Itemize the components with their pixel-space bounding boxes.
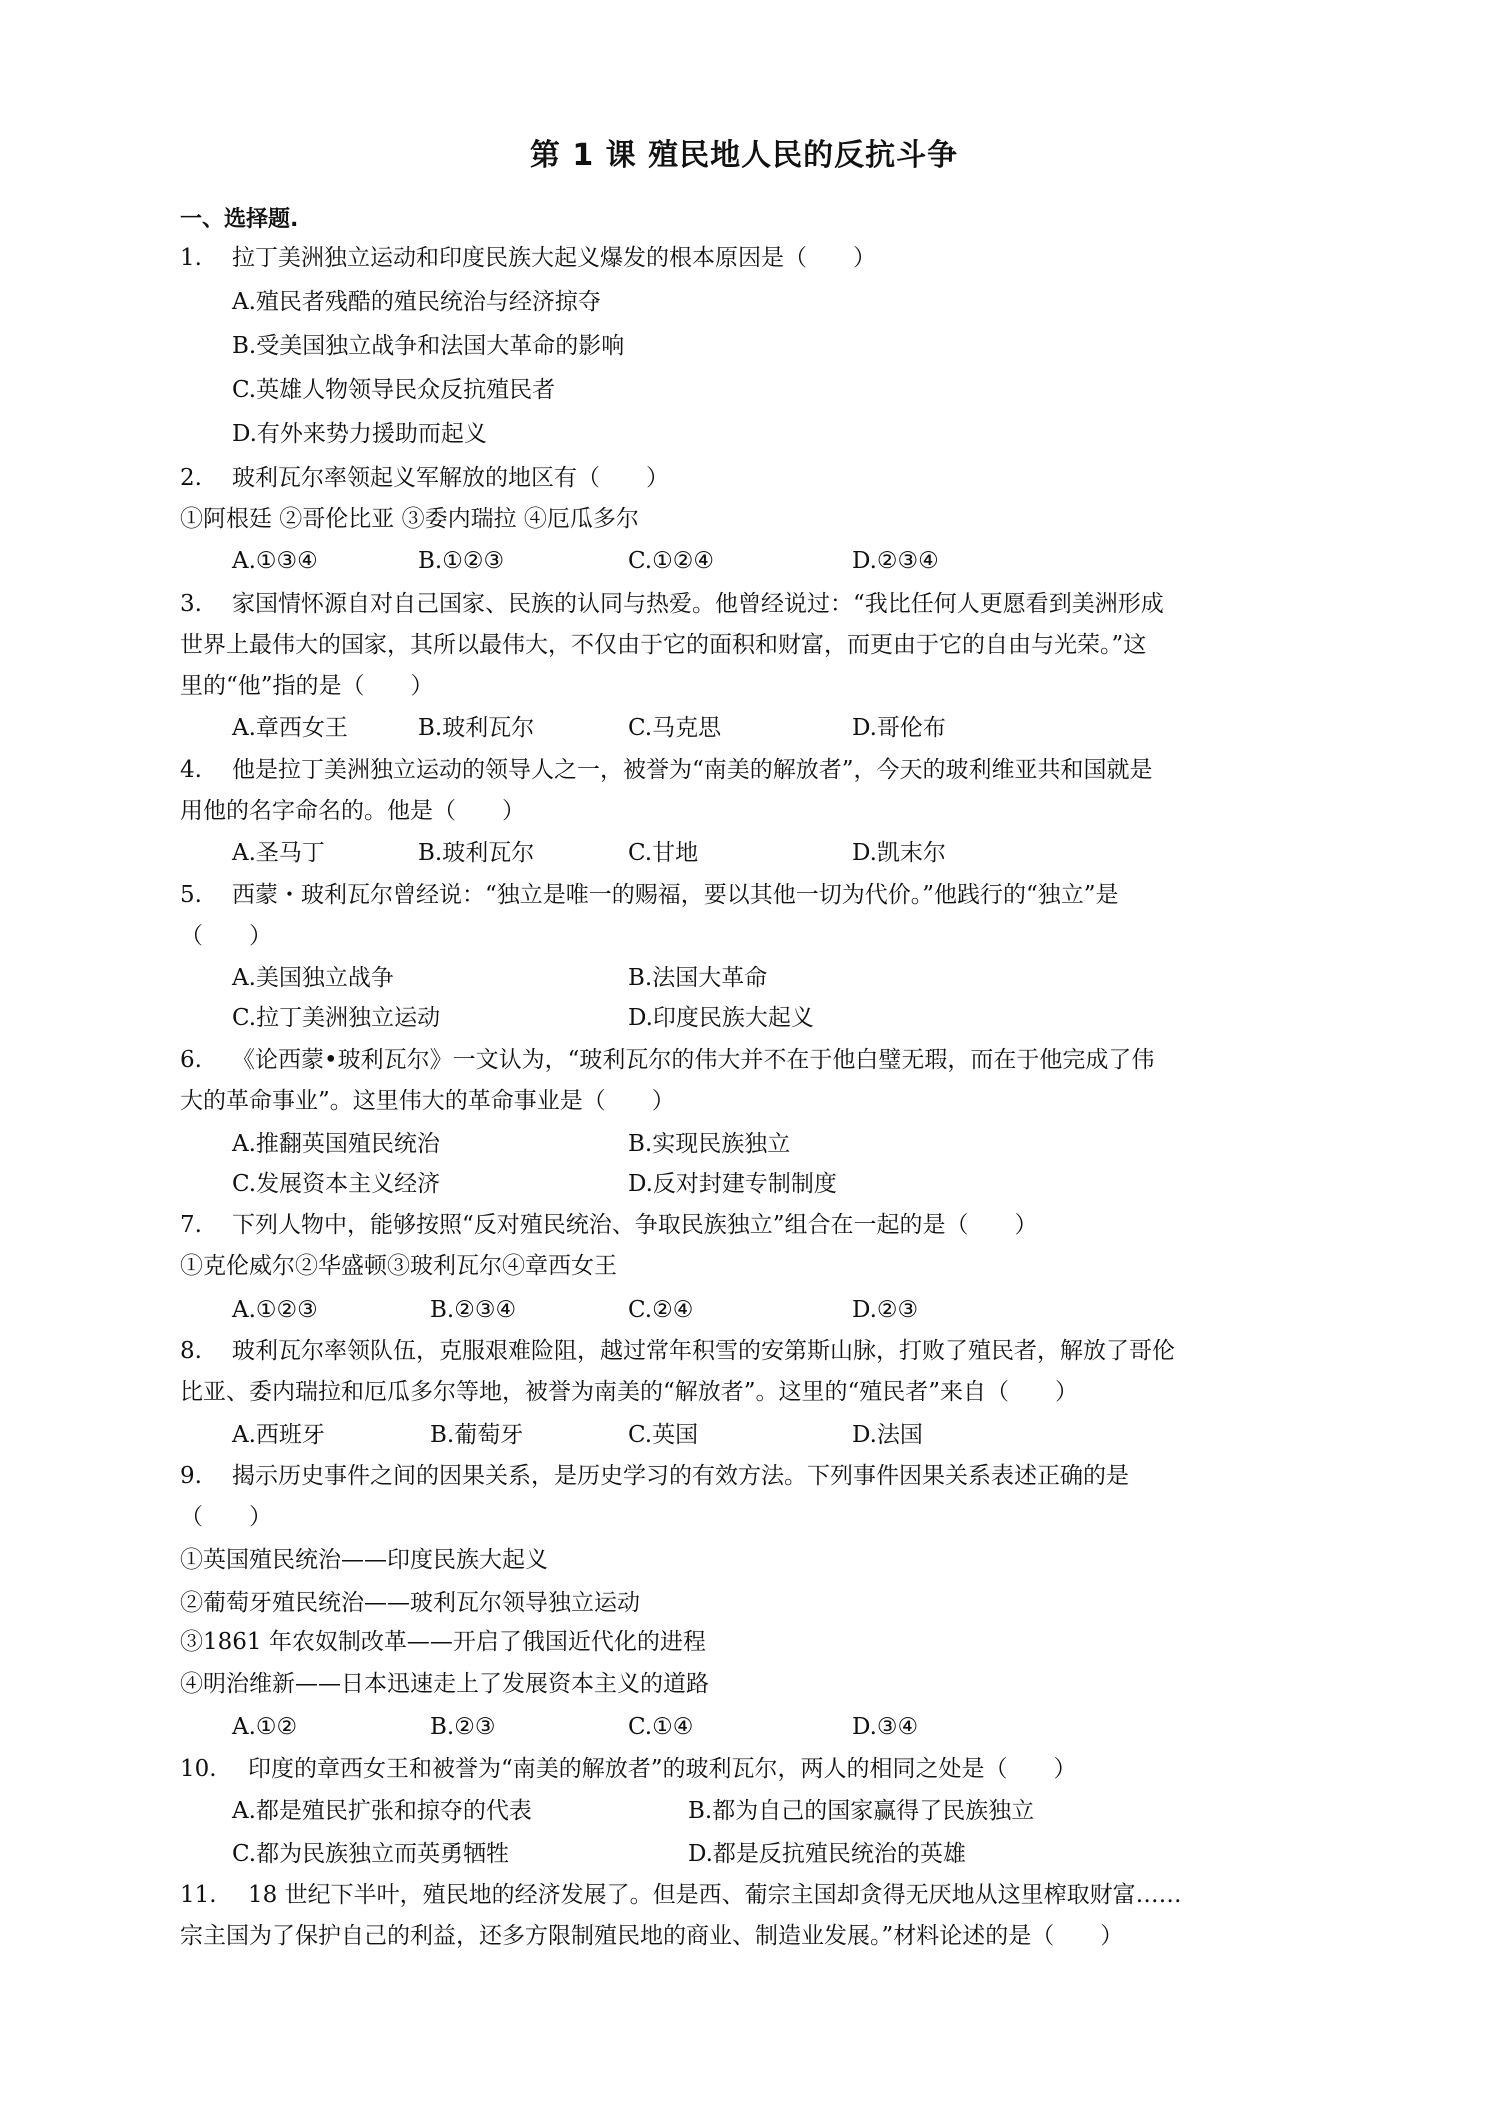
option-d: D.③④	[852, 1714, 919, 1740]
option-c: C.①④	[628, 1714, 694, 1740]
option-c: C.②④	[628, 1297, 694, 1323]
option-b: B.受美国独立战争和法国大革命的影响	[232, 333, 625, 359]
question-stem: 揭示历史事件之间的因果关系，是历史学习的有效方法。下列事件因果关系表述正确的是	[232, 1463, 1129, 1489]
question-stem: 《论西蒙•玻利瓦尔》一文认为，“玻利瓦尔的伟大并不在于他白璧无瑕，而在于他完成了伟	[232, 1047, 1155, 1073]
question-number: 1.	[180, 245, 202, 271]
question-number: 11.	[180, 1882, 217, 1908]
option-d: D.②③	[852, 1297, 919, 1323]
question-stem-line: （ ）	[180, 923, 272, 949]
option-d: D.都是反抗殖民统治的英雄	[688, 1841, 966, 1867]
question-stem-line: ①克伦威尔②华盛顿③玻利瓦尔④章西女王	[180, 1253, 617, 1279]
option-d: D.印度民族大起义	[628, 1005, 814, 1031]
option-c: C.甘地	[628, 840, 699, 866]
option-c: C.英国	[628, 1422, 699, 1448]
question-stem-line: 大的革命事业”。这里伟大的革命事业是（ ）	[180, 1088, 675, 1114]
option-b: B.②③	[430, 1714, 496, 1740]
option-b: B.法国大革命	[628, 965, 768, 991]
question-stem: 玻利瓦尔率领队伍，克服艰难险阻，越过常年积雪的安第斯山脉，打败了殖民者，解放了哥伦	[232, 1338, 1175, 1364]
question-stem-line: 用他的名字命名的。他是（ ）	[180, 798, 525, 824]
option-a: A.圣马丁	[232, 840, 325, 866]
question-number: 3.	[180, 591, 202, 617]
option-d: D.有外来势力援助而起义	[232, 421, 487, 447]
option-d: D.哥伦布	[852, 715, 946, 741]
question-number: 7.	[180, 1212, 202, 1238]
question-stem-line: ④明治维新——日本迅速走上了发展资本主义的道路	[180, 1671, 709, 1697]
option-d: D.反对封建专制制度	[628, 1171, 837, 1197]
question-stem: 西蒙・玻利瓦尔曾经说：“独立是唯一的赐福，要以其他一切为代价。”他践行的“独立”是	[232, 882, 1119, 908]
question-stem: 玻利瓦尔率领起义军解放的地区有（ ）	[232, 465, 669, 491]
option-b: B.都为自己的国家赢得了民族独立	[688, 1798, 1035, 1824]
option-a: A.推翻英国殖民统治	[232, 1131, 440, 1157]
question-stem-line: 宗主国为了保护自己的利益，还多方限制殖民地的商业、制造业发展。”材料论述的是（ ）	[180, 1923, 1124, 1949]
question-stem: 家国情怀源自对自己国家、民族的认同与热爱。他曾经说过：“我比任何人更愿看到美洲形成	[232, 591, 1164, 617]
question-stem-line: ②葡萄牙殖民统治——玻利瓦尔领导独立运动	[180, 1590, 640, 1616]
option-a: A.殖民者残酷的殖民统治与经济掠夺	[232, 289, 601, 315]
option-a: A.章西女王	[232, 715, 348, 741]
option-d: D.凯末尔	[852, 840, 946, 866]
question-number: 6.	[180, 1047, 202, 1073]
question-stem-line: （ ）	[180, 1504, 272, 1530]
question-number: 2.	[180, 465, 202, 491]
option-b: B.①②③	[418, 548, 505, 574]
option-b: B.玻利瓦尔	[418, 715, 535, 741]
option-c: C.英雄人物领导民众反抗殖民者	[232, 377, 556, 403]
option-b: B.玻利瓦尔	[418, 840, 535, 866]
question-stem-line: 比亚、委内瑞拉和厄瓜多尔等地，被誉为南美的“解放者”。这里的“殖民者”来自（ ）	[180, 1379, 1079, 1405]
question-number: 8.	[180, 1338, 202, 1364]
question-stem-line: ③1861 年农奴制改革——开启了俄国近代化的进程	[180, 1629, 706, 1655]
option-a: A.①③④	[232, 548, 318, 574]
option-b: B.实现民族独立	[628, 1131, 791, 1157]
option-b: B.葡萄牙	[430, 1422, 524, 1448]
option-c: C.都为民族独立而英勇牺牲	[232, 1841, 510, 1867]
question-stem: 18 世纪下半叶，殖民地的经济发展了。但是西、葡宗主国却贪得无厌地从这里榨取财富……	[248, 1882, 1182, 1908]
option-c: C.发展资本主义经济	[232, 1171, 441, 1197]
question-number: 5.	[180, 882, 202, 908]
option-d: D.法国	[852, 1422, 923, 1448]
option-a: A.①②	[232, 1714, 298, 1740]
option-c: C.马克思	[628, 715, 722, 741]
lesson-title: 第 1 课 殖民地人民的反抗斗争	[529, 138, 959, 173]
section-heading: 一、选择题.	[180, 207, 299, 232]
option-d: D.②③④	[852, 548, 939, 574]
question-stem: 拉丁美洲独立运动和印度民族大起义爆发的根本原因是（ ）	[232, 245, 876, 271]
question-stem: 印度的章西女王和被誉为“南美的解放者”的玻利瓦尔，两人的相同之处是（ ）	[248, 1756, 1077, 1782]
question-stem-line: 世界上最伟大的国家，其所以最伟大，不仅由于它的面积和财富，而更由于它的自由与光荣。”这	[180, 632, 1147, 658]
question-stem: 下列人物中，能够按照“反对殖民统治、争取民族独立”组合在一起的是（ ）	[232, 1212, 1038, 1238]
question-stem-line: ①英国殖民统治——印度民族大起义	[180, 1547, 548, 1573]
option-c: C.拉丁美洲独立运动	[232, 1005, 441, 1031]
question-stem-line: ①阿根廷 ②哥伦比亚 ③委内瑞拉 ④厄瓜多尔	[180, 506, 639, 532]
question-stem: 他是拉丁美洲独立运动的领导人之一，被誉为“南美的解放者”，今天的玻利维亚共和国就是	[232, 757, 1153, 783]
question-number: 10.	[180, 1756, 217, 1782]
option-a: A.美国独立战争	[232, 965, 394, 991]
question-number: 4.	[180, 757, 202, 783]
option-a: A.①②③	[232, 1297, 318, 1323]
question-stem-line: 里的“他”指的是（ ）	[180, 673, 434, 699]
question-number: 9.	[180, 1463, 202, 1489]
option-b: B.②③④	[430, 1297, 517, 1323]
option-c: C.①②④	[628, 548, 714, 574]
option-a: A.都是殖民扩张和掠夺的代表	[232, 1798, 532, 1824]
option-a: A.西班牙	[232, 1422, 325, 1448]
